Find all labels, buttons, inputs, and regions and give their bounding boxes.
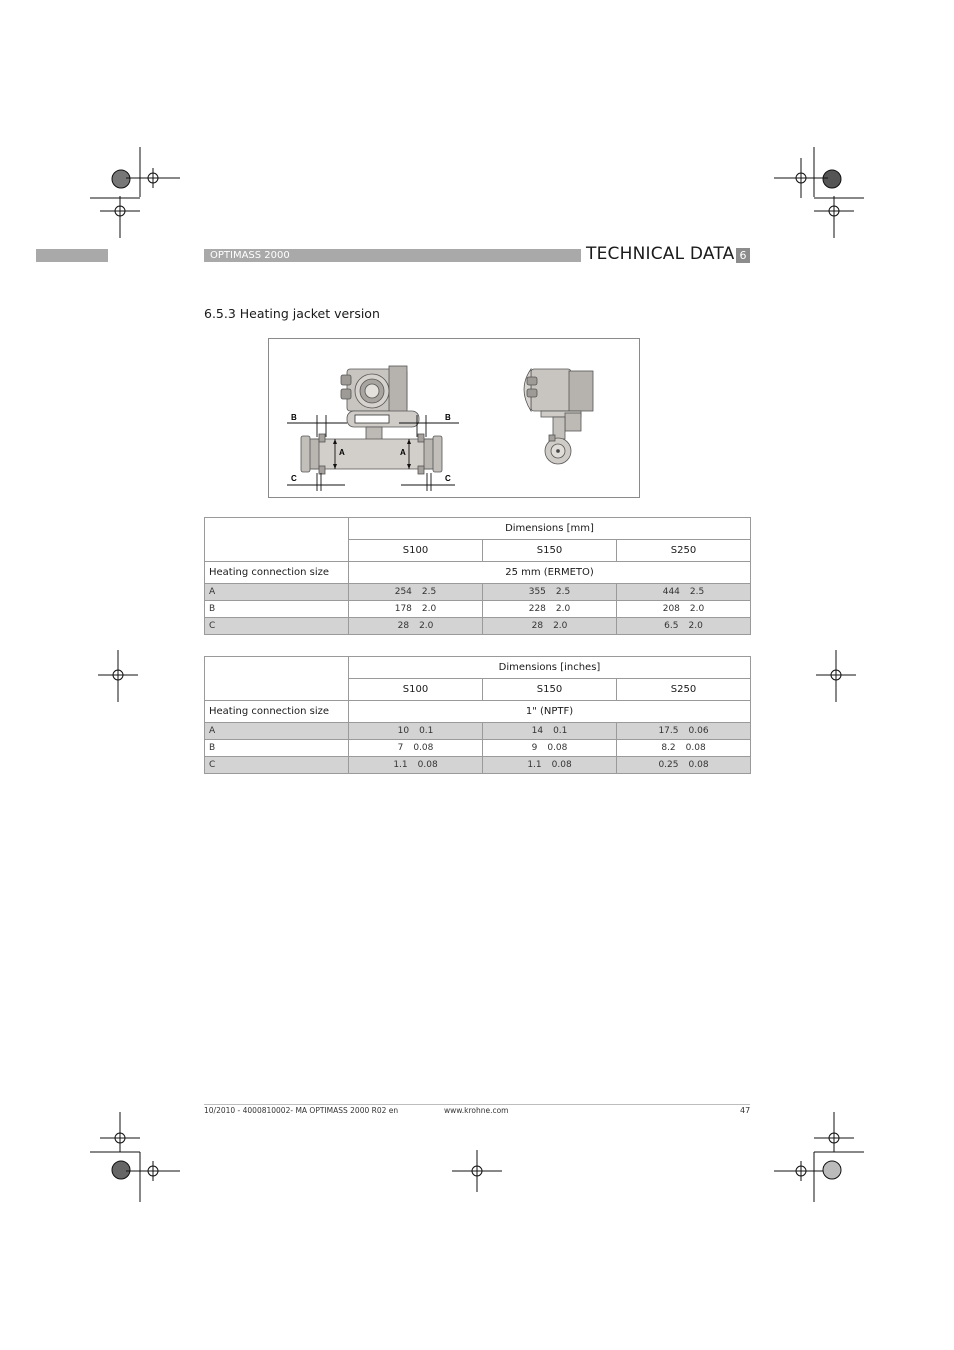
- dimension-cell: 1.1 0.08: [483, 757, 617, 774]
- dimension-drawing: [268, 338, 640, 498]
- label-b-right: B: [445, 413, 451, 422]
- dimension-cell: 14 0.1: [483, 723, 617, 740]
- row-label: A: [205, 723, 349, 740]
- table-corner-cell: [205, 657, 349, 701]
- connection-size-value: 1" (NPTF): [349, 701, 751, 723]
- row-label: C: [205, 757, 349, 774]
- dimension-cell: 9 0.08: [483, 740, 617, 757]
- registration-dot-icon: [112, 170, 130, 188]
- dimensions-mm-table: [204, 517, 751, 635]
- dimension-cell: 28 2.0: [349, 618, 483, 635]
- side-view: [524, 369, 593, 464]
- dimension-cell: 444 2.5: [617, 584, 751, 601]
- dimension-cell: 28 2.0: [483, 618, 617, 635]
- row-label: A: [205, 584, 349, 601]
- label-c-left: C: [291, 474, 297, 483]
- registration-dot-icon: [823, 170, 841, 188]
- dimension-cell: 228 2.0: [483, 601, 617, 618]
- dimension-cell: 208 2.0: [617, 601, 751, 618]
- chapter-number: 6: [736, 248, 750, 263]
- dimension-cell: 7 0.08: [349, 740, 483, 757]
- row-label: B: [205, 601, 349, 618]
- footer-rule: [204, 1104, 750, 1105]
- row-label: B: [205, 740, 349, 757]
- registration-dot-icon: [823, 1161, 841, 1179]
- label-b-left: B: [291, 413, 297, 422]
- label-c-right: C: [445, 474, 451, 483]
- section-title: 6.5.3 Heating jacket version: [204, 306, 380, 321]
- dimension-cell: 10 0.1: [349, 723, 483, 740]
- front-view: [301, 366, 442, 474]
- dimension-cell: 355 2.5: [483, 584, 617, 601]
- table-row: [205, 723, 751, 740]
- table-row: [205, 618, 751, 635]
- header-section-title: TECHNICAL DATA: [586, 244, 735, 264]
- column-header-s100: S100: [349, 679, 483, 701]
- connection-size-value: 25 mm (ERMETO): [349, 562, 751, 584]
- row-label: C: [205, 618, 349, 635]
- header-left-bar: [36, 249, 108, 262]
- dimension-cell: 1.1 0.08: [349, 757, 483, 774]
- column-header-s250: S250: [617, 540, 751, 562]
- dimension-cell: 178 2.0: [349, 601, 483, 618]
- column-header-s150: S150: [483, 540, 617, 562]
- connection-size-label: Heating connection size: [205, 562, 349, 584]
- table-row: [205, 601, 751, 618]
- column-header-s100: S100: [349, 540, 483, 562]
- header-product-name: OPTIMASS 2000: [210, 250, 290, 261]
- footer-doc-ref: 10/2010 - 4000810002- MA OPTIMASS 2000 R02 en: [204, 1106, 399, 1115]
- dimension-cell: 17.5 0.06: [617, 723, 751, 740]
- table-row: [205, 584, 751, 601]
- footer-website: www.krohne.com: [444, 1106, 509, 1115]
- dimensions-inches-table: [204, 656, 751, 774]
- label-a-left: A: [339, 448, 345, 457]
- table-corner-cell: [205, 518, 349, 562]
- label-a-right: A: [400, 448, 406, 457]
- dimension-cell: 8.2 0.08: [617, 740, 751, 757]
- column-header-s150: S150: [483, 679, 617, 701]
- table-group-header: Dimensions [mm]: [349, 518, 751, 540]
- table-row: [205, 757, 751, 774]
- table-row: [205, 740, 751, 757]
- dimension-cell: 254 2.5: [349, 584, 483, 601]
- dimension-cell: 6.5 2.0: [617, 618, 751, 635]
- registration-dot-icon: [112, 1161, 130, 1179]
- flowmeter-drawing: [269, 339, 639, 497]
- dimension-cell: 0.25 0.08: [617, 757, 751, 774]
- page-number: 47: [740, 1106, 751, 1115]
- table-group-header: Dimensions [inches]: [349, 657, 751, 679]
- column-header-s250: S250: [617, 679, 751, 701]
- connection-size-label: Heating connection size: [205, 701, 349, 723]
